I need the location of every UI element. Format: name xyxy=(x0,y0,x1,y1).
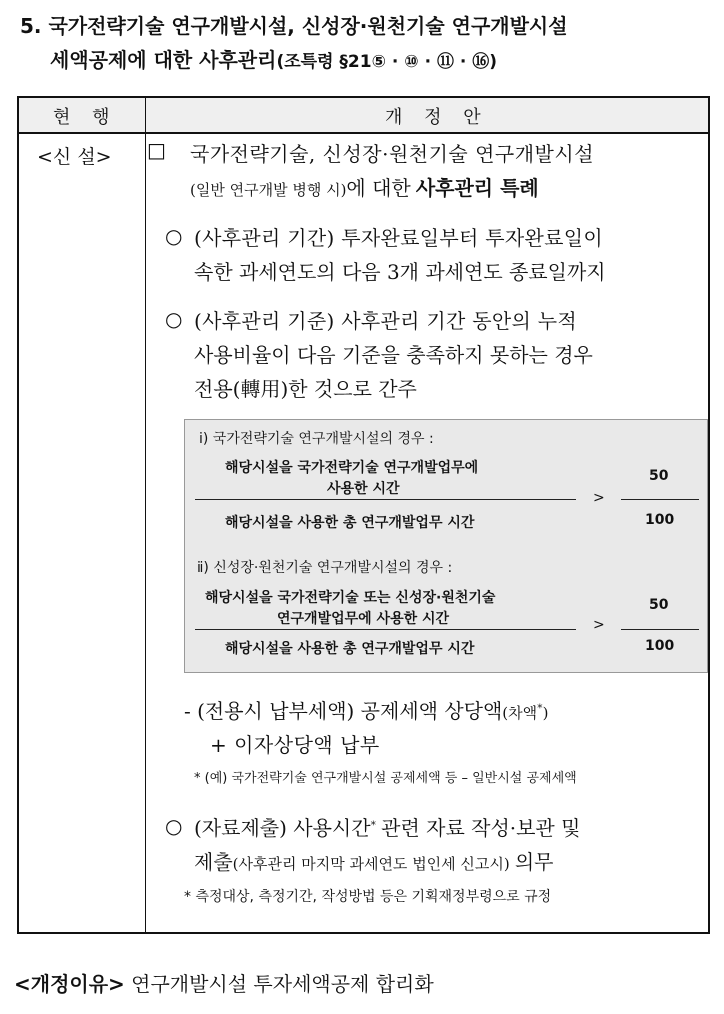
sub-item-line2: + 이자상당액 납부 xyxy=(210,733,380,757)
sub-item-line1-a: - (전용시 납부세액) 공제세액 상당액 xyxy=(184,699,503,723)
title-line1: 5. 국가전략기술 연구개발시설, 신성장·원천기술 연구개발시설 xyxy=(20,14,568,38)
case2-numerator-1: 해당시설을 국가전략기술 또는 신성장·원천기술 xyxy=(205,590,496,606)
case2-gt: > xyxy=(593,617,605,633)
case1-label: ⅰ) 국가전략기술 연구개발시설의 경우 : xyxy=(199,431,434,447)
case2-numerator-2: 연구개발업무에 사용한 시간 xyxy=(277,611,450,627)
column-divider xyxy=(145,98,146,932)
legal-reference: (조특령 §21⑤ · ⑩ · ⑪ · ⑯) xyxy=(276,52,498,72)
item1-line1: (사후관리 기간) 투자완료일부터 투자완료일이 xyxy=(194,226,603,250)
case1-ratio-num: 50 xyxy=(649,468,669,484)
case1-fraction-bar xyxy=(195,499,576,500)
case1-ratio-bar xyxy=(621,499,699,500)
case2-label: ⅱ) 신성장·원천기술 연구개발시설의 경우 : xyxy=(197,560,453,576)
item3-line2-c: 의무 xyxy=(514,850,554,874)
table-header xyxy=(19,98,708,134)
criteria-box xyxy=(184,419,708,673)
main-line2-paren: (일반 연구개발 병행 시) xyxy=(190,181,347,199)
item1-line2: 속한 과세연도의 다음 3개 과세연도 종료일까지 xyxy=(194,260,606,284)
header-revision: 개 정 안 xyxy=(385,107,489,128)
sub-item-line1-c: ) xyxy=(542,704,549,722)
case1-ratio-den: 100 xyxy=(645,512,675,528)
item3-line2 xyxy=(194,846,553,875)
item3-line2-a: 제출 xyxy=(194,850,233,874)
footer-text: 연구개발시설 투자세액공제 합리화 xyxy=(131,972,434,996)
main-line2 xyxy=(190,172,539,201)
main-line2-bold: 사후관리 특례 xyxy=(415,176,539,200)
item3-bullet: ○ xyxy=(165,814,183,838)
item3-line1 xyxy=(194,812,580,841)
sub-item-footnote-mark: * xyxy=(537,701,543,715)
main-bullet: □ xyxy=(147,138,166,162)
item2-line3: 전용(轉用)한 것으로 간주 xyxy=(194,377,417,401)
case1-numerator-1: 해당시설을 국가전략기술 연구개발업무에 xyxy=(225,460,479,476)
case2-ratio-den: 100 xyxy=(645,638,675,654)
case1-denominator: 해당시설을 사용한 총 연구개발업무 시간 xyxy=(225,515,475,531)
sub-item-note: * (예) 국가전략기술 연구개발시설 공제세액 등 – 일반시설 공제세액 xyxy=(194,771,577,786)
title-main: 세액공제에 대한 사후관리 xyxy=(50,48,277,72)
item2-bullet: ○ xyxy=(165,307,183,331)
footer xyxy=(14,968,434,997)
title-line2 xyxy=(50,44,497,73)
item2-line2: 사용비율이 다음 기준을 충족하지 못하는 경우 xyxy=(194,343,593,367)
header-current: 현 행 xyxy=(53,107,118,128)
item3-line2-b: (사후관리 마지막 과세연도 법인세 신고시) xyxy=(232,855,510,873)
case2-ratio-bar xyxy=(621,629,699,630)
case2-denominator: 해당시설을 사용한 총 연구개발업무 시간 xyxy=(225,641,475,657)
sub-item-line1-b: (차액 xyxy=(502,704,538,722)
main-line2-rest: 에 대한 xyxy=(346,176,411,200)
case1-numerator-2: 사용한 시간 xyxy=(327,481,400,497)
item3-line1-b: 관련 자료 작성·보관 및 xyxy=(381,816,581,840)
footer-label: <개정이유> xyxy=(14,972,125,996)
current-cell: <신 설> xyxy=(37,146,112,168)
case2-fraction-bar xyxy=(195,629,576,630)
item2-line1: (사후관리 기준) 사후관리 기간 동안의 누적 xyxy=(194,309,578,333)
case1-gt: > xyxy=(593,490,605,506)
case2-ratio-num: 50 xyxy=(649,597,669,613)
item3-line1-a: (자료제출) 사용시간 xyxy=(194,816,371,840)
sub-item-line1 xyxy=(184,695,548,724)
item3-footnote-mark: * xyxy=(370,818,377,832)
item1-bullet: ○ xyxy=(165,224,183,248)
item3-note: * 측정대상, 측정기간, 작성방법 등은 기획재정부령으로 규정 xyxy=(184,889,552,905)
main-line1: 국가전략기술, 신성장·원천기술 연구개발시설 xyxy=(190,142,595,166)
